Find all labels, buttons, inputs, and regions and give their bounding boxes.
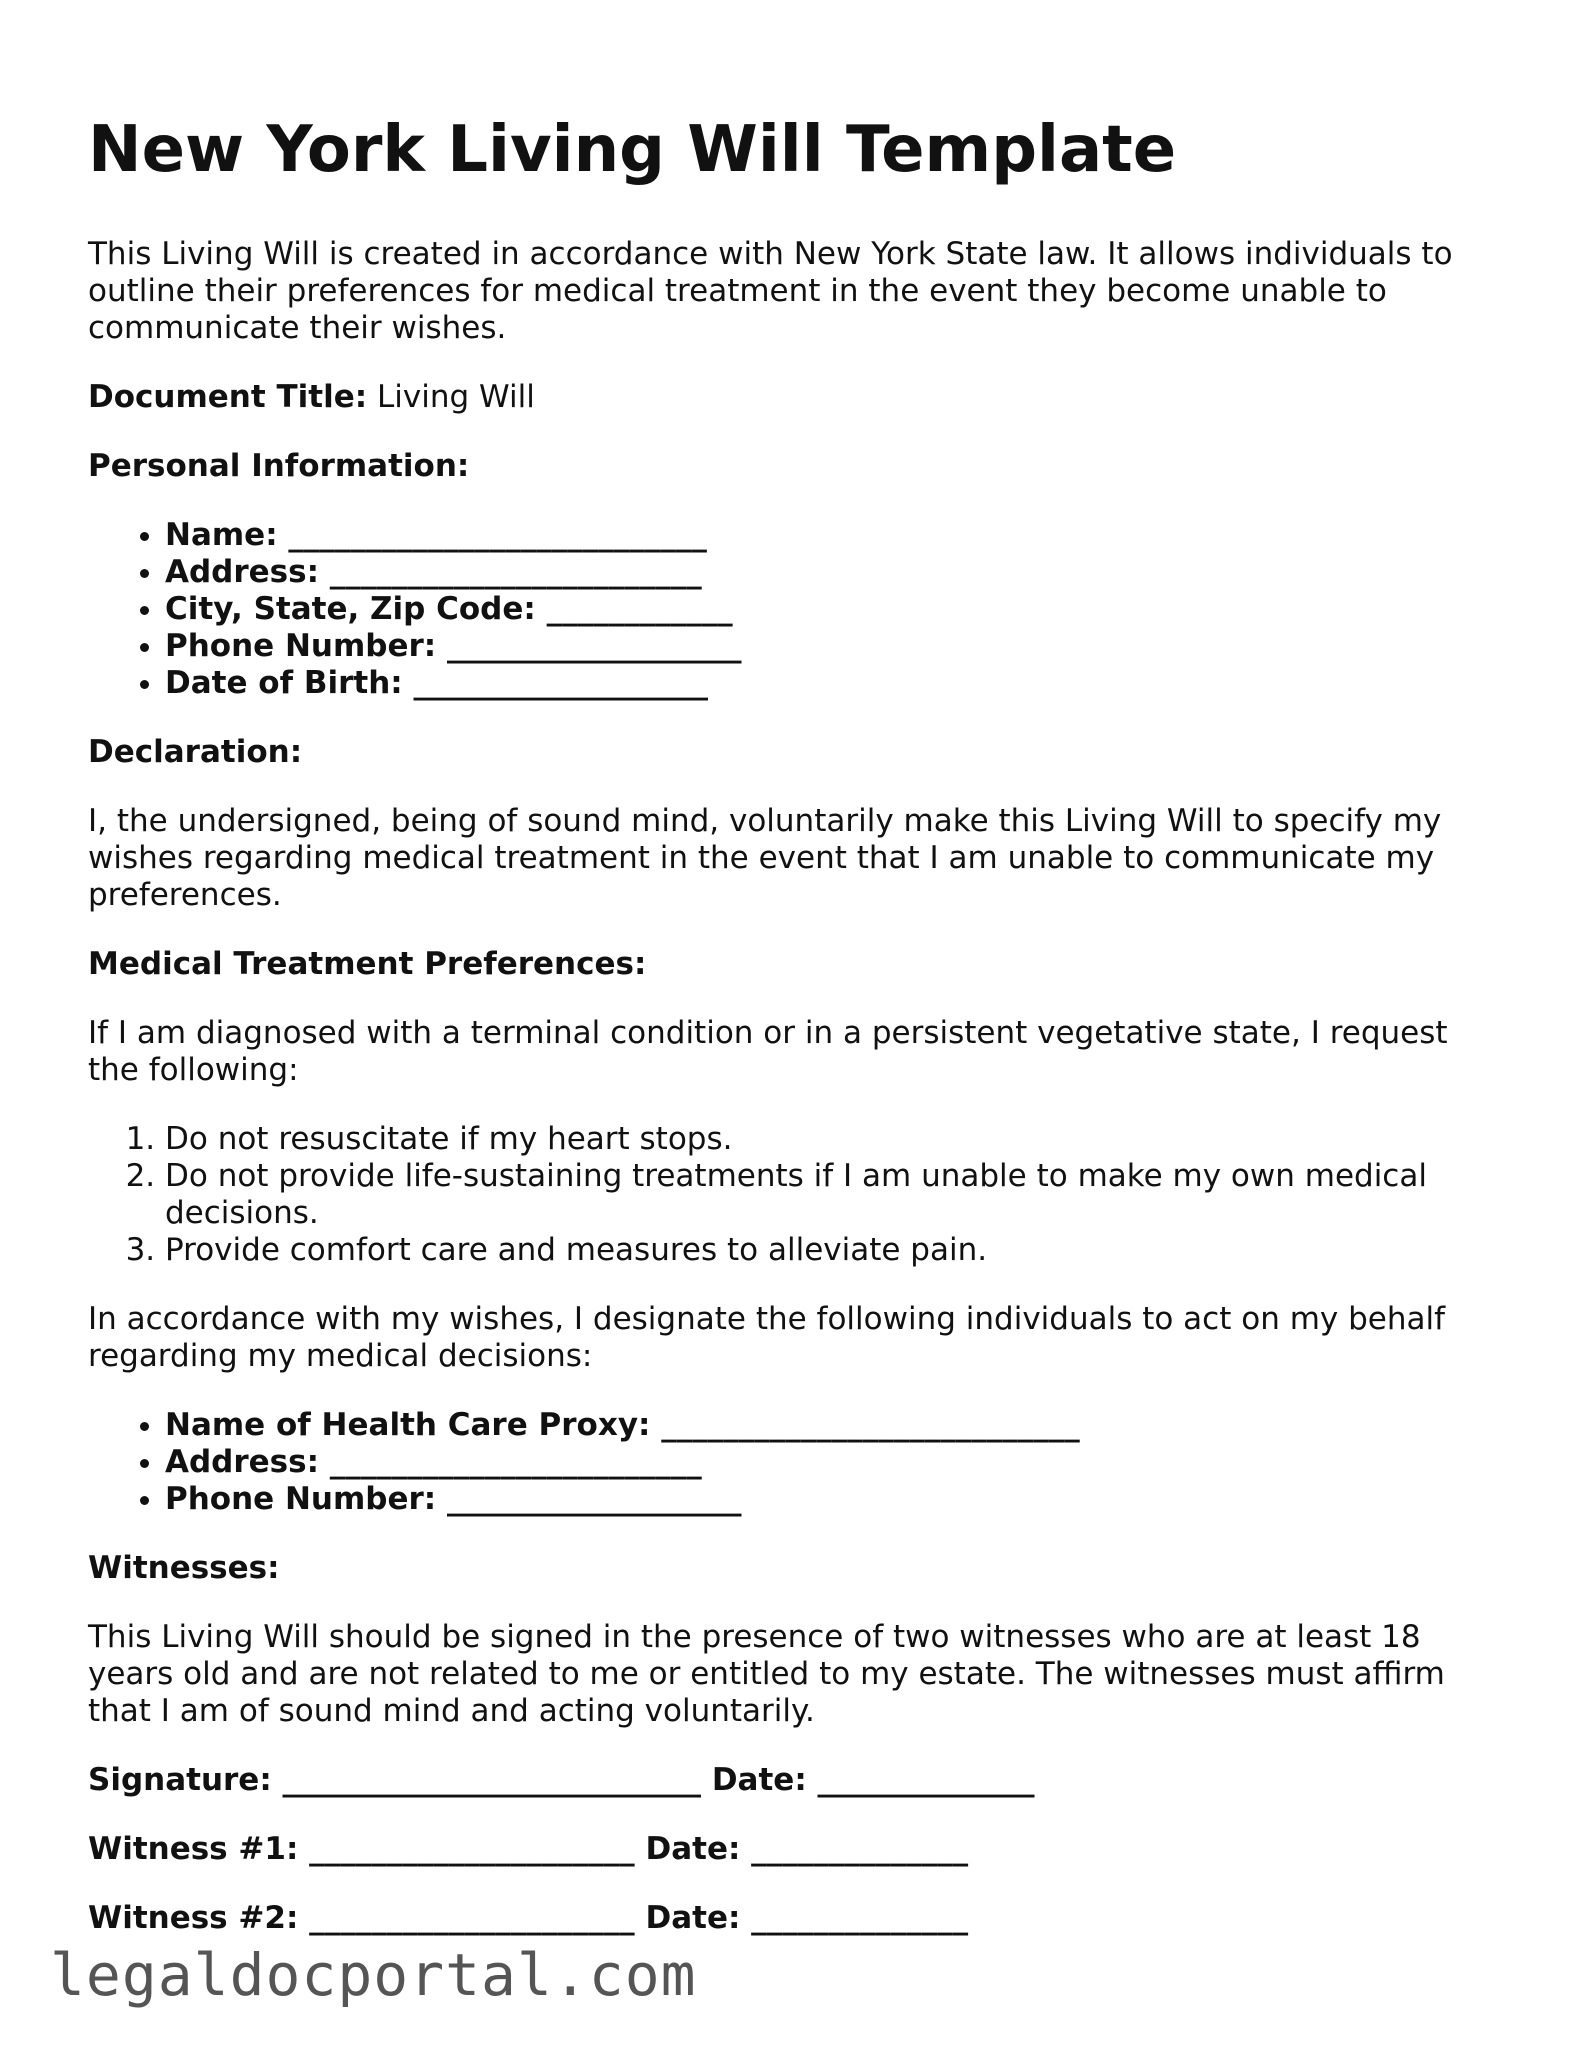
intro-paragraph: This Living Will is created in accordance with New York State law. It allows individuals to outline their preferences for medical treatment in the event they become unable to communicate their wishes. (88, 236, 1453, 346)
witnesses-paragraph: This Living Will should be signed in the presence of two witnesses who are at least 18 years old and are not related to me or entitled to my estate. The witnesses must affirm that I am of sound mind and acting voluntarily. (88, 1619, 1445, 1729)
document-title-label: Document Title: (88, 379, 368, 415)
document (88, 108, 1488, 1969)
list-item: 2. Do not provide life-sustaining treatments if I am unable to make my own medical decisions. (165, 1158, 1488, 1232)
proxy-address-blank[interactable]: ________________________ (329, 1444, 702, 1480)
field-label: Address: (165, 1444, 319, 1480)
field-label: Address: (165, 554, 319, 590)
witness-1-date-blank[interactable]: ______________ (751, 1831, 969, 1867)
document-title-line (88, 379, 1488, 416)
signature-date-blank[interactable]: ______________ (817, 1762, 1035, 1798)
medical-heading: Medical Treatment Preferences: (88, 946, 647, 982)
list-item (165, 554, 1488, 591)
signature-line (88, 1762, 1488, 1799)
field-label: Name of Health Care Proxy: (165, 1407, 651, 1443)
page-title: New York Living Will Template (88, 113, 1177, 187)
proxy-name-blank[interactable]: ___________________________ (661, 1407, 1080, 1443)
site-watermark: legaldocportal.com (50, 1941, 697, 2009)
date-label: Date: (645, 1831, 741, 1867)
field-label: Name: (165, 517, 278, 553)
proxy-phone-blank[interactable]: ___________________ (447, 1481, 742, 1517)
field-label: Phone Number: (165, 628, 437, 664)
list-item: 1. Do not resuscitate if my heart stops. (165, 1121, 1488, 1158)
witness-2-line (88, 1900, 1488, 1937)
witness-1-label: Witness #1: (88, 1831, 299, 1867)
document-title-value: Living Will (376, 379, 535, 415)
medical-paragraph: If I am diagnosed with a terminal condition or in a persistent vegetative state, I request the following: (88, 1015, 1448, 1088)
date-label: Date: (711, 1762, 807, 1798)
list-item (165, 1481, 1488, 1518)
declaration-heading: Declaration: (88, 734, 303, 770)
name-blank[interactable]: ___________________________ (288, 517, 707, 553)
field-label: City, State, Zip Code: (165, 591, 536, 627)
date-label: Date: (645, 1900, 741, 1936)
declaration-paragraph: I, the undersigned, being of sound mind, voluntarily make this Living Will to specify my wishes regarding medical treatment in the event that I am unable to communicate my preferences. (88, 803, 1442, 913)
witness-2-date-blank[interactable]: ______________ (751, 1900, 969, 1936)
list-item (165, 1407, 1488, 1444)
phone-number-blank[interactable]: ___________________ (447, 628, 742, 664)
list-item (165, 665, 1488, 702)
date-of-birth-blank[interactable]: ___________________ (413, 665, 708, 701)
address-blank[interactable]: ________________________ (329, 554, 702, 590)
list-item (165, 628, 1488, 665)
witnesses-heading: Witnesses: (88, 1550, 280, 1586)
signature-label: Signature: (88, 1762, 272, 1798)
proxy-list (88, 1407, 1488, 1518)
city-state-zip-blank[interactable]: ____________ (546, 591, 733, 627)
witness-2-blank[interactable]: _____________________ (309, 1900, 635, 1936)
field-label: Phone Number: (165, 1481, 437, 1517)
signature-blank[interactable]: ___________________________ (282, 1762, 702, 1798)
proxy-paragraph: In accordance with my wishes, I designate the following individuals to act on my behalf regarding my medical decisions: (88, 1301, 1446, 1374)
witness-2-label: Witness #2: (88, 1900, 299, 1936)
personal-info-heading: Personal Information: (88, 448, 470, 484)
medical-preferences-list (88, 1121, 1488, 1269)
list-item (165, 591, 1488, 628)
field-label: Date of Birth: (165, 665, 403, 701)
list-item: 3. Provide comfort care and measures to alleviate pain. (165, 1232, 1488, 1269)
list-item (165, 1444, 1488, 1481)
list-item (165, 517, 1488, 554)
witness-1-line (88, 1831, 1488, 1868)
personal-info-list (88, 517, 1488, 702)
witness-1-blank[interactable]: _____________________ (309, 1831, 635, 1867)
